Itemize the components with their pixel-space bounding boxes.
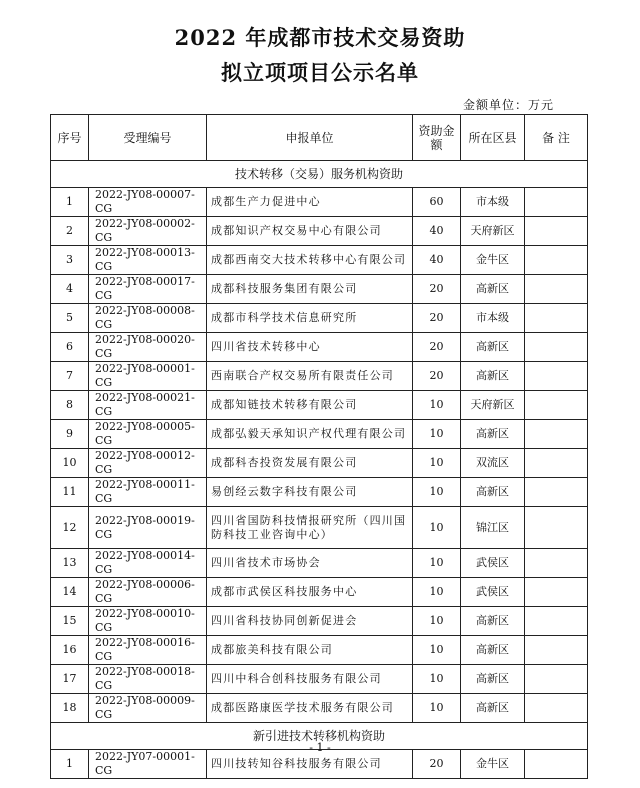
- cell-district: 天府新区: [461, 217, 525, 246]
- cell-seq: 12: [51, 507, 89, 549]
- cell-amount: 10: [413, 420, 461, 449]
- table-row: [51, 665, 588, 694]
- cell-unit: 成都医路康医学技术服务有限公司: [207, 694, 413, 723]
- cell-amount: 10: [413, 449, 461, 478]
- cell-amount: 10: [413, 478, 461, 507]
- cell-seq: 7: [51, 362, 89, 391]
- cell-district: 高新区: [461, 636, 525, 665]
- cell-unit: 成都科技服务集团有限公司: [207, 275, 413, 304]
- table-row: [51, 549, 588, 578]
- cell-amount: 10: [413, 578, 461, 607]
- cell-unit: 西南联合产权交易所有限责任公司: [207, 362, 413, 391]
- header-seq: 序号: [51, 115, 89, 161]
- cell-code: 2022-JY08-00009-CG: [89, 694, 207, 723]
- cell-unit: 成都市科学技术信息研究所: [207, 304, 413, 333]
- cell-unit: 成都知识产权交易中心有限公司: [207, 217, 413, 246]
- cell-district: 高新区: [461, 607, 525, 636]
- header-amount: 资助金额: [413, 115, 461, 161]
- cell-note: [525, 607, 588, 636]
- table-row: [51, 391, 588, 420]
- cell-note: [525, 391, 588, 420]
- header-note: 备 注: [525, 115, 588, 161]
- cell-unit: 四川省科技协同创新促进会: [207, 607, 413, 636]
- header-unit: 申报单位: [207, 115, 413, 161]
- cell-amount: 60: [413, 188, 461, 217]
- table-row: [51, 246, 588, 275]
- cell-unit: 成都科杏投资发展有限公司: [207, 449, 413, 478]
- cell-note: [525, 217, 588, 246]
- cell-district: 高新区: [461, 362, 525, 391]
- cell-amount: 20: [413, 362, 461, 391]
- table-row: [51, 694, 588, 723]
- cell-seq: 6: [51, 333, 89, 362]
- cell-note: [525, 246, 588, 275]
- cell-code: 2022-JY08-00021-CG: [89, 391, 207, 420]
- cell-amount: 10: [413, 607, 461, 636]
- table-row: [51, 304, 588, 333]
- table-row: [51, 188, 588, 217]
- table-row: [51, 578, 588, 607]
- cell-code: 2022-JY08-00013-CG: [89, 246, 207, 275]
- cell-seq: 11: [51, 478, 89, 507]
- cell-unit: 四川省技术市场协会: [207, 549, 413, 578]
- cell-code: 2022-JY08-00002-CG: [89, 217, 207, 246]
- page-number: - 1 -: [309, 741, 331, 754]
- table-row: [51, 362, 588, 391]
- cell-note: [525, 578, 588, 607]
- cell-code: 2022-JY08-00014-CG: [89, 549, 207, 578]
- cell-unit: 四川中科合创科技服务有限公司: [207, 665, 413, 694]
- cell-code: 2022-JY08-00010-CG: [89, 607, 207, 636]
- cell-seq: 2: [51, 217, 89, 246]
- cell-district: 高新区: [461, 333, 525, 362]
- cell-note: [525, 362, 588, 391]
- table-row: [51, 507, 588, 549]
- cell-seq: 10: [51, 449, 89, 478]
- table-row: [51, 478, 588, 507]
- cell-code: 2022-JY07-00001-CG: [89, 750, 207, 779]
- cell-district: 高新区: [461, 478, 525, 507]
- cell-district: 高新区: [461, 275, 525, 304]
- cell-note: [525, 420, 588, 449]
- cell-seq: 16: [51, 636, 89, 665]
- table-row: [51, 217, 588, 246]
- cell-code: 2022-JY08-00018-CG: [89, 665, 207, 694]
- cell-district: 高新区: [461, 665, 525, 694]
- cell-district: 武侯区: [461, 578, 525, 607]
- cell-note: [525, 694, 588, 723]
- cell-seq: 5: [51, 304, 89, 333]
- table-row: [51, 607, 588, 636]
- cell-district: 天府新区: [461, 391, 525, 420]
- cell-amount: 20: [413, 275, 461, 304]
- cell-note: [525, 304, 588, 333]
- cell-district: 市本级: [461, 304, 525, 333]
- cell-code: 2022-JY08-00007-CG: [89, 188, 207, 217]
- project-list-table: [50, 114, 588, 779]
- cell-amount: 40: [413, 246, 461, 275]
- cell-seq: 13: [51, 549, 89, 578]
- cell-district: 高新区: [461, 694, 525, 723]
- cell-seq: 1: [51, 188, 89, 217]
- cell-seq: 15: [51, 607, 89, 636]
- table-row: [51, 275, 588, 304]
- cell-unit: 成都西南交大技术转移中心有限公司: [207, 246, 413, 275]
- cell-seq: 9: [51, 420, 89, 449]
- cell-code: 2022-JY08-00011-CG: [89, 478, 207, 507]
- cell-note: [525, 636, 588, 665]
- cell-seq: 14: [51, 578, 89, 607]
- cell-code: 2022-JY08-00001-CG: [89, 362, 207, 391]
- cell-unit: 成都知链技术转移有限公司: [207, 391, 413, 420]
- cell-seq: 1: [51, 750, 89, 779]
- cell-unit: 四川技转知谷科技服务有限公司: [207, 750, 413, 779]
- cell-note: [525, 188, 588, 217]
- cell-note: [525, 333, 588, 362]
- cell-seq: 18: [51, 694, 89, 723]
- amount-unit-note: 金额单位：万元: [462, 98, 554, 112]
- section-header-row: [51, 161, 588, 188]
- cell-code: 2022-JY08-00005-CG: [89, 420, 207, 449]
- cell-seq: 8: [51, 391, 89, 420]
- table-row: [51, 449, 588, 478]
- cell-unit: 四川省国防科技情报研究所（四川国防科技工业咨询中心）: [207, 507, 413, 549]
- cell-code: 2022-JY08-00008-CG: [89, 304, 207, 333]
- cell-note: [525, 549, 588, 578]
- header-code: 受理编号: [89, 115, 207, 161]
- cell-amount: 10: [413, 694, 461, 723]
- cell-note: [525, 478, 588, 507]
- cell-code: 2022-JY08-00012-CG: [89, 449, 207, 478]
- cell-amount: 20: [413, 750, 461, 779]
- cell-note: [525, 275, 588, 304]
- cell-district: 高新区: [461, 420, 525, 449]
- table-row: [51, 420, 588, 449]
- cell-code: 2022-JY08-00006-CG: [89, 578, 207, 607]
- table-header-row: [51, 115, 588, 161]
- cell-note: [525, 449, 588, 478]
- document-title-line-1: 2022 年成都市技术交易资助: [174, 25, 466, 50]
- cell-unit: 成都生产力促进中心: [207, 188, 413, 217]
- cell-amount: 40: [413, 217, 461, 246]
- section-title: 新引进技术转移机构资助: [51, 723, 588, 750]
- cell-amount: 10: [413, 636, 461, 665]
- cell-district: 市本级: [461, 188, 525, 217]
- cell-seq: 3: [51, 246, 89, 275]
- cell-amount: 10: [413, 391, 461, 420]
- cell-note: [525, 665, 588, 694]
- cell-code: 2022-JY08-00017-CG: [89, 275, 207, 304]
- cell-district: 金牛区: [461, 246, 525, 275]
- cell-unit: 易创经云数字科技有限公司: [207, 478, 413, 507]
- document-title-line-2: 拟立项项目公示名单: [221, 60, 419, 85]
- cell-unit: 成都市武侯区科技服务中心: [207, 578, 413, 607]
- cell-unit: 成都旅美科技有限公司: [207, 636, 413, 665]
- cell-amount: 10: [413, 507, 461, 549]
- cell-amount: 10: [413, 549, 461, 578]
- cell-district: 锦江区: [461, 507, 525, 549]
- cell-seq: 4: [51, 275, 89, 304]
- cell-unit: 成都弘毅天承知识产权代理有限公司: [207, 420, 413, 449]
- cell-unit: 四川省技术转移中心: [207, 333, 413, 362]
- cell-district: 武侯区: [461, 549, 525, 578]
- cell-amount: 20: [413, 333, 461, 362]
- cell-amount: 20: [413, 304, 461, 333]
- table-row: [51, 636, 588, 665]
- table-row: [51, 333, 588, 362]
- cell-district: 双流区: [461, 449, 525, 478]
- cell-code: 2022-JY08-00016-CG: [89, 636, 207, 665]
- section-title: 技术转移（交易）服务机构资助: [51, 161, 588, 188]
- cell-note: [525, 507, 588, 549]
- cell-code: 2022-JY08-00019-CG: [89, 507, 207, 549]
- header-district: 所在区县: [461, 115, 525, 161]
- table-body: [51, 161, 588, 779]
- cell-code: 2022-JY08-00020-CG: [89, 333, 207, 362]
- cell-amount: 10: [413, 665, 461, 694]
- cell-district: 金牛区: [461, 750, 525, 779]
- cell-seq: 17: [51, 665, 89, 694]
